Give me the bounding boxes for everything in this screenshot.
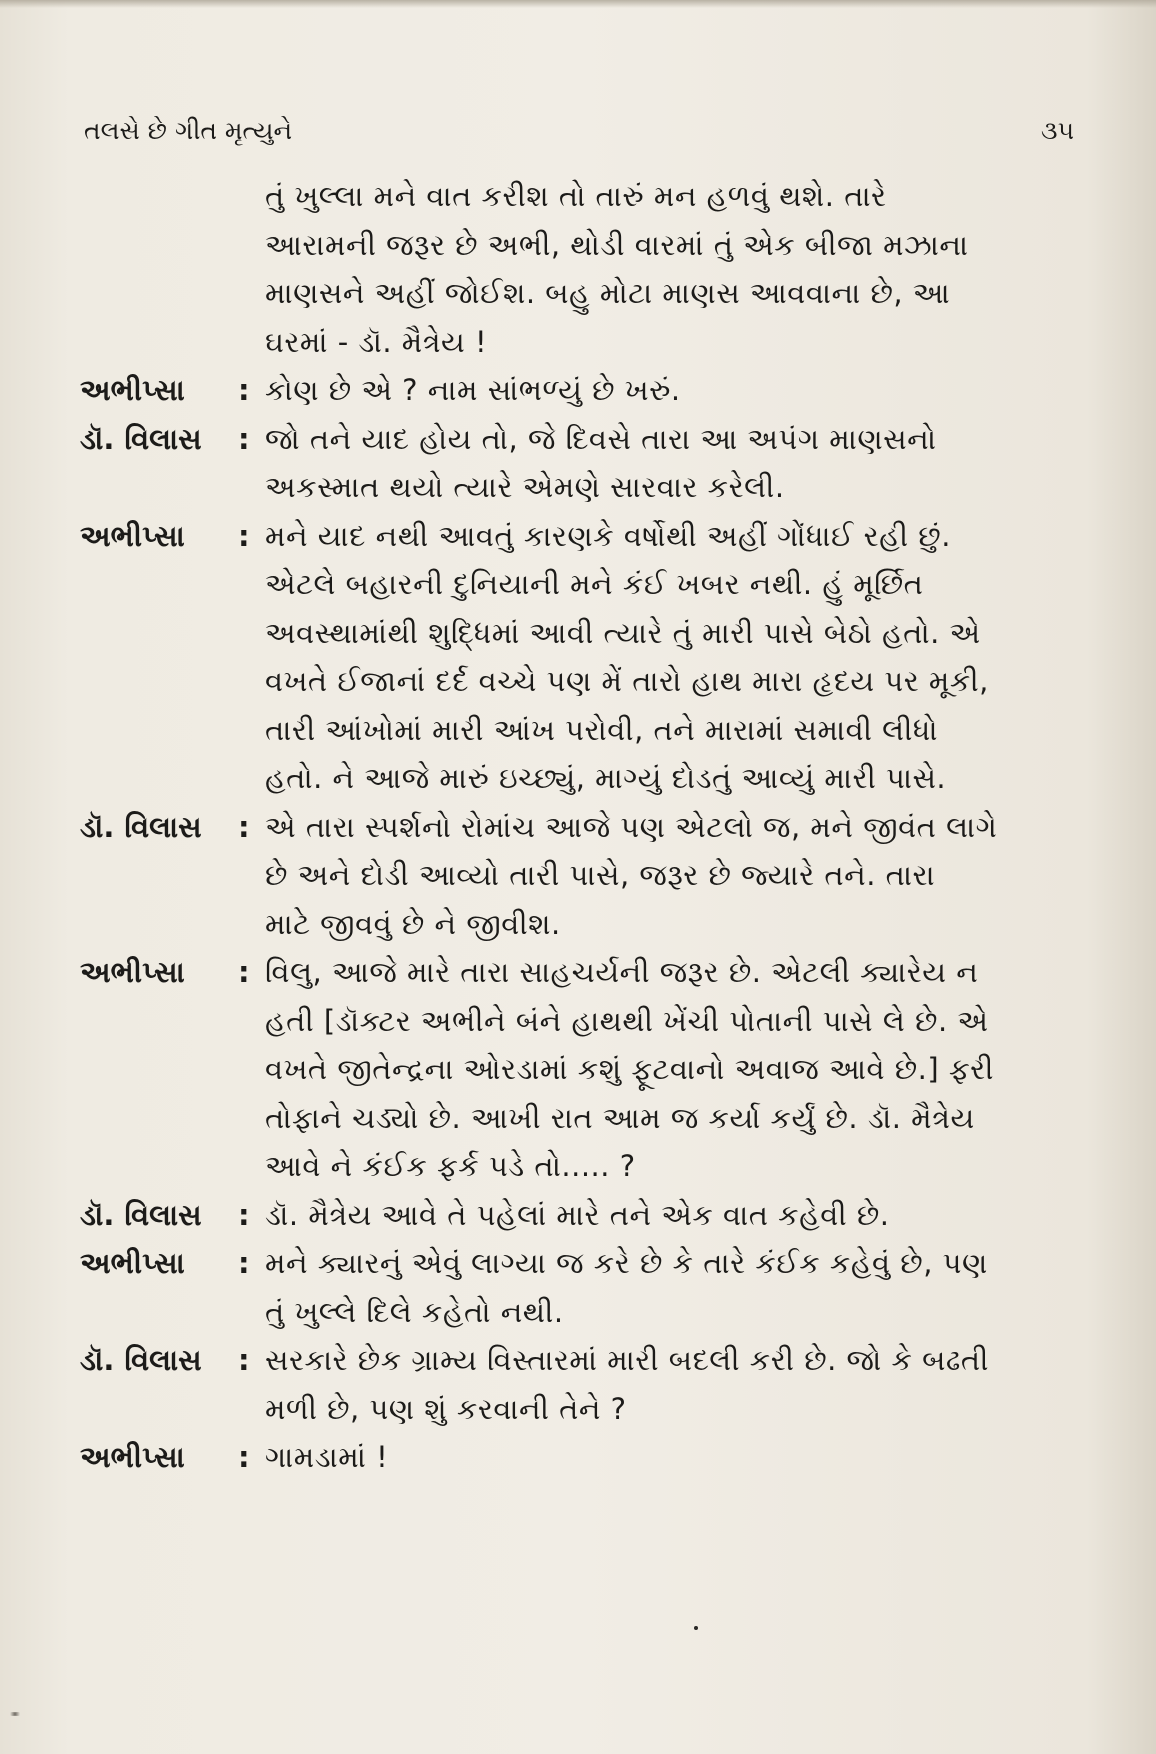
speaker-colon: : (238, 518, 250, 553)
speaker-label (80, 172, 265, 221)
speaker-label (80, 1336, 265, 1385)
speech-line: હતી [ડૉક્ટર અભીને બંને હાથથી ખેંચી પોતાની પાસે લે છે. એ (265, 1003, 989, 1038)
speaker-name: અભીપ્સા (80, 1246, 185, 1280)
speaker-name: અભીપ્સા (80, 518, 185, 553)
speech-line: મળી છે, પણ શું કરવાની તેને ? (265, 1391, 627, 1426)
speech-line: આરામની જરૂર છે અભી, થોડી વારમાં તું એક બીજા મઝાના (265, 227, 969, 262)
speech-line: જો તને યાદ હોય તો, જે દિવસે તારા આ અપંગ માણસનો (265, 421, 937, 456)
speech-text (265, 1191, 1070, 1240)
dialogue-turn (80, 172, 1070, 366)
speech-line: અકસ્માત થયો ત્યારે એમણે સારવાર કરેલી. (265, 470, 785, 504)
page-top-shadow (0, 0, 1156, 8)
speech-line: એટલે બહારની દુનિયાની મને કંઈ ખબર નથી. હું મૂર્છિત (265, 567, 924, 601)
speech-line: માણસને અહીં જોઈશ. બહુ મોટા માણસ આવવાના છે, આ (265, 276, 951, 310)
speaker-colon: : (238, 1246, 250, 1280)
speech-text (265, 803, 1070, 949)
speaker-colon: : (238, 1197, 250, 1232)
speech-line: તારી આંખોમાં મારી આંખ પરોવી, તને મારામાં સમાવી લીધો (265, 712, 939, 747)
dialogue-turn (80, 1433, 1070, 1482)
dialogue-turn (80, 415, 1070, 512)
speaker-name: ડૉ. વિલાસ (80, 1197, 202, 1232)
speech-line: તું ખુલ્લે દિલે કહેતો નથી. (265, 1294, 564, 1329)
speech-line: વખતે જીતેન્દ્રના ઓરડામાં કશું ફૂટવાનો અવાજ આવે છે.] ફરી (265, 1052, 994, 1086)
speech-text (265, 366, 1070, 415)
speech-line: આવે ને કંઈક ફર્ક પડે તો..... ? (265, 1149, 636, 1183)
speech-line: મને ક્યારનું એવું લાગ્યા જ કરે છે કે તારે કંઈક કહેવું છે, પણ (265, 1246, 988, 1280)
speech-line: તું ખુલ્લા મને વાત કરીશ તો તારું મન હળવું થશે. તારે (265, 179, 887, 213)
dialogue-turn (80, 1239, 1070, 1336)
dialogue-turn (80, 366, 1070, 415)
speaker-colon: : (238, 421, 250, 456)
dialogue-turn (80, 948, 1070, 1191)
speaker-colon: : (238, 1440, 250, 1474)
speaker-label (80, 415, 265, 464)
speaker-label (80, 1191, 265, 1240)
dialogue (80, 172, 1070, 1482)
speech-line: ગામડામાં ! (265, 1440, 389, 1474)
speaker-colon: : (238, 373, 250, 407)
speech-line: સરકારે છેક ગ્રામ્ય વિસ્તારમાં મારી બદલી કરી છે. જો કે બઢતી (265, 1343, 989, 1377)
speaker-name: અભીપ્સા (80, 1440, 185, 1474)
speech-line: હતો. ને આજે મારું ઇચ્છ્યું, માગ્યું દોડતું આવ્યું મારી પાસે. (265, 761, 947, 795)
print-speck (694, 1626, 698, 1630)
speaker-name: ડૉ. વિલાસ (80, 809, 202, 844)
speaker-label (80, 948, 265, 997)
speaker-colon: : (238, 809, 250, 844)
speech-text (265, 1433, 1070, 1482)
speech-text (265, 948, 1070, 1191)
dialogue-turn (80, 1191, 1070, 1240)
speech-line: એ તારા સ્પર્શનો રોમાંચ આજે પણ એટલો જ, મને જીવંત લાગે (265, 809, 998, 844)
dialogue-turn (80, 1336, 1070, 1433)
speaker-label (80, 1433, 265, 1482)
dialogue-turn (80, 803, 1070, 949)
speech-line: અવસ્થામાંથી શુદ્ધિમાં આવી ત્યારે તું મારી પાસે બેઠો હતો. એ (265, 615, 981, 650)
speaker-name: અભીપ્સા (80, 373, 185, 407)
speaker-name: ડૉ. વિલાસ (80, 421, 202, 456)
speech-line: કોણ છે એ ? નામ સાંભળ્યું છે ખરું. (265, 373, 681, 407)
speech-line: છે અને દોડી આવ્યો તારી પાસે, જરૂર છે જ્યારે તને. તારા (265, 858, 936, 892)
speaker-name: ડૉ. વિલાસ (80, 1343, 202, 1377)
dialogue-turn (80, 512, 1070, 803)
print-speck (8, 1712, 22, 1716)
speaker-label (80, 1239, 265, 1288)
speech-line: મને યાદ નથી આવતું કારણકે વર્ષોથી અહીં ગોંધાઈ રહી છું. (265, 518, 951, 553)
speech-text (265, 1336, 1070, 1433)
speaker-colon: : (238, 1343, 250, 1377)
speech-line: માટે જીવવું છે ને જીવીશ. (265, 906, 561, 941)
running-title: તલસે છે ગીત મૃત્યુને (84, 116, 293, 145)
speech-line: વિલુ, આજે મારે તારા સાહચર્યની જરૂર છે. એટલી ક્યારેય ન (265, 955, 979, 989)
speaker-label (80, 366, 265, 415)
speech-line: ડૉ. મૈત્રેય આવે તે પહેલાં મારે તને એક વાત કહેવી છે. (265, 1197, 890, 1232)
speaker-name: અભીપ્સા (80, 955, 185, 989)
running-header (84, 108, 1074, 152)
speech-line: તોફાને ચડ્યો છે. આખી રાત આમ જ કર્યા કર્યું છે. ડૉ. મૈત્રેય (265, 1100, 975, 1135)
speech-text (265, 415, 1070, 512)
speech-text (265, 172, 1070, 366)
speech-line: ઘરમાં - ડૉ. મૈત્રેય ! (265, 324, 488, 359)
speech-text (265, 1239, 1070, 1336)
page-number: ૩૫ (1040, 116, 1074, 145)
speaker-label (80, 803, 265, 852)
speaker-label (80, 512, 265, 561)
speaker-colon: : (238, 955, 250, 989)
speech-text (265, 512, 1070, 803)
speech-line: વખતે ઈજાનાં દર્દ વચ્ચે પણ મેં તારો હાથ મારા હૃદય પર મૂકી, (265, 664, 989, 698)
